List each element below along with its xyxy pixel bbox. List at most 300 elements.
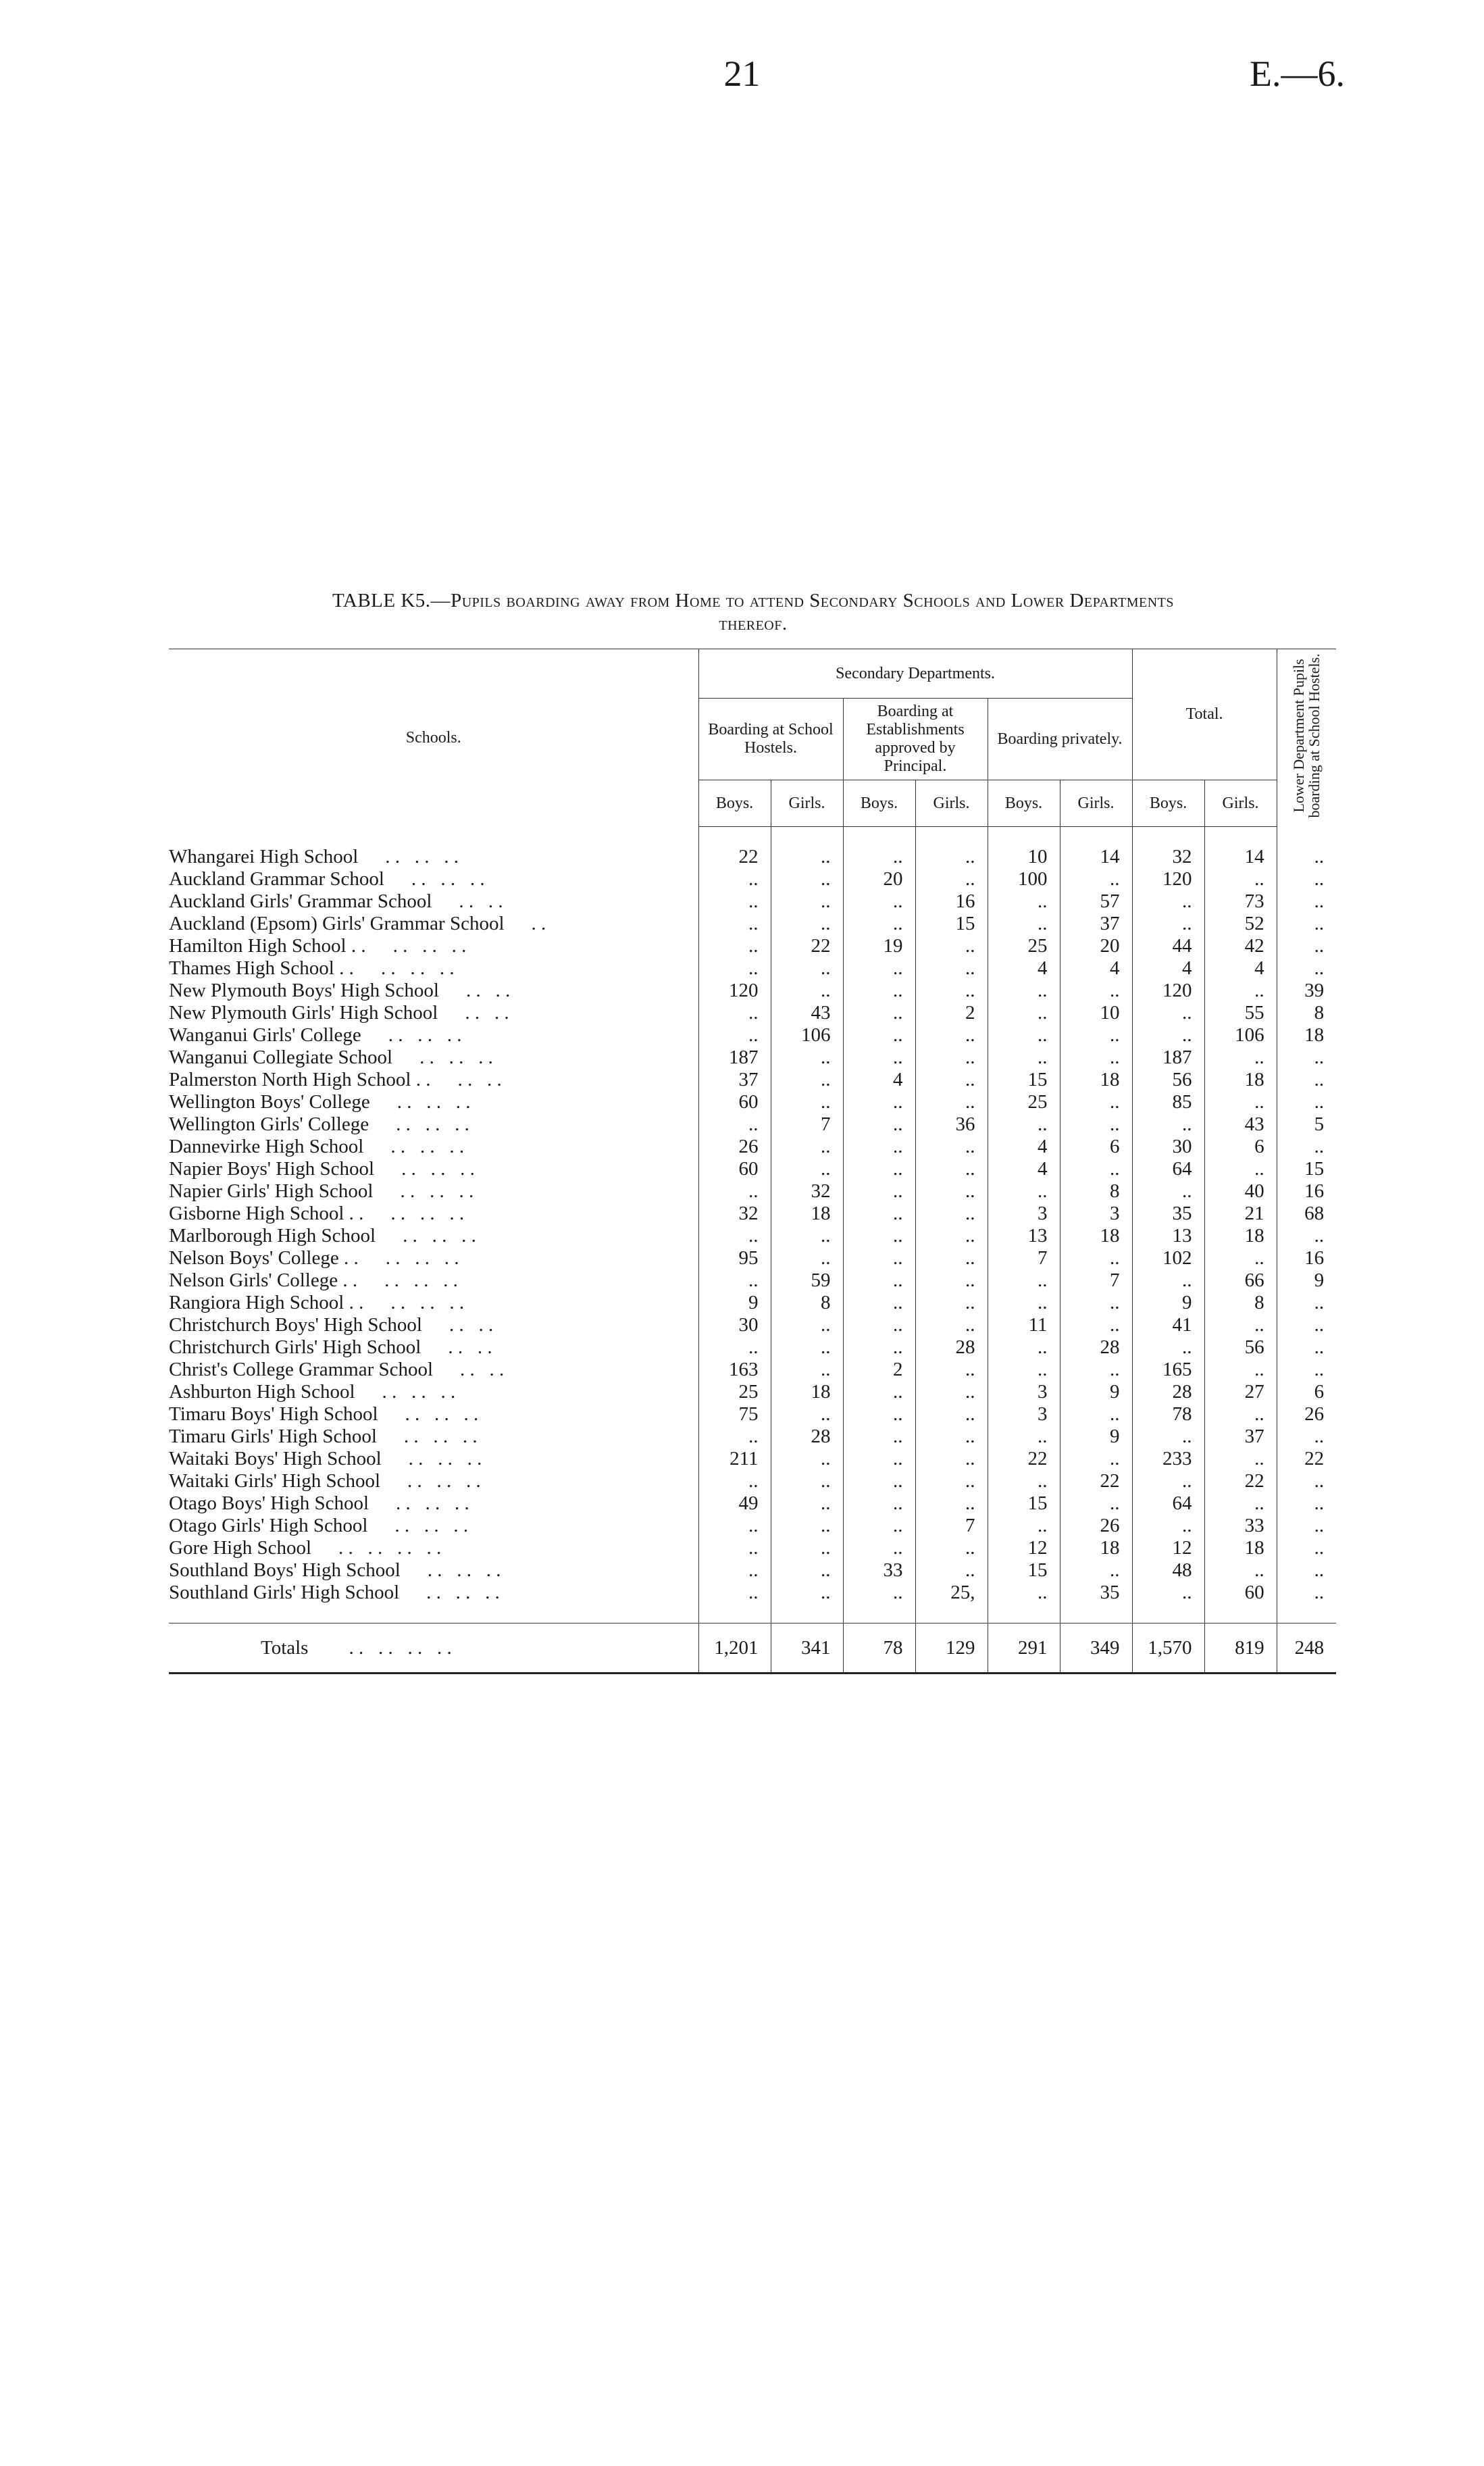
table-row bbox=[169, 1136, 1336, 1158]
spacer-cell bbox=[1204, 827, 1277, 847]
privately-boys-cell: 15 bbox=[988, 1069, 1060, 1091]
school-name-cell bbox=[169, 890, 698, 913]
lower-department-cell: .. bbox=[1277, 1359, 1336, 1381]
privately-girls-cell: .. bbox=[1060, 980, 1132, 1002]
establishments-boys-cell: .. bbox=[843, 890, 915, 913]
spacer-cell bbox=[1132, 1604, 1204, 1624]
leader-dots: . . . . . . bbox=[396, 1492, 469, 1514]
lower-department-cell: 26 bbox=[1277, 1403, 1336, 1426]
establishments-girls-cell: 28 bbox=[915, 1336, 988, 1359]
establishments-boys-cell: .. bbox=[843, 1492, 915, 1515]
school-name-cell bbox=[169, 1515, 698, 1537]
total-establishments-boys-cell: 78 bbox=[843, 1624, 915, 1674]
establishments-boys-cell: .. bbox=[843, 1269, 915, 1292]
total-header: Total. bbox=[1132, 649, 1277, 780]
spacer-cell bbox=[1132, 827, 1204, 847]
establishments-girls-cell: .. bbox=[915, 1024, 988, 1047]
privately-boys-cell: 12 bbox=[988, 1537, 1060, 1559]
hostels-boys-cell: .. bbox=[698, 1582, 771, 1604]
privately-girls-cell: .. bbox=[1060, 1492, 1132, 1515]
school-name: Waitaki Boys' High School bbox=[169, 1448, 382, 1469]
hostels-boys-cell: 26 bbox=[698, 1136, 771, 1158]
hostels-girls-cell: .. bbox=[771, 1492, 843, 1515]
school-name-cell bbox=[169, 1203, 698, 1225]
table-row bbox=[169, 846, 1336, 868]
privately-girls-cell: .. bbox=[1060, 1559, 1132, 1582]
spacer-cell bbox=[698, 1604, 771, 1624]
school-name-cell bbox=[169, 1403, 698, 1426]
total-girls-cell: 6 bbox=[1204, 1136, 1277, 1158]
leader-dots: . . . . . . bbox=[405, 1403, 479, 1425]
privately-girls-cell: .. bbox=[1060, 1047, 1132, 1069]
total-boys-cell: 28 bbox=[1132, 1381, 1204, 1403]
table-row bbox=[169, 1582, 1336, 1604]
school-name-cell bbox=[169, 1069, 698, 1091]
privately-boys-cell: .. bbox=[988, 1269, 1060, 1292]
table-title-line2: thereof. bbox=[719, 613, 788, 634]
leader-dots: . . . . . . bbox=[426, 1582, 500, 1603]
table-row bbox=[169, 1403, 1336, 1426]
total-girls-cell: 8 bbox=[1204, 1292, 1277, 1314]
privately-girls-cell: 22 bbox=[1060, 1470, 1132, 1492]
school-name-cell bbox=[169, 1359, 698, 1381]
total-girls-cell: 56 bbox=[1204, 1336, 1277, 1359]
table-title-prefix: TABLE K5.— bbox=[332, 590, 451, 611]
leader-dots: . . . . bbox=[457, 1069, 502, 1090]
privately-boys-cell: 25 bbox=[988, 1091, 1060, 1113]
privately-girls-header: Girls. bbox=[1060, 780, 1132, 827]
hostels-girls-header: Girls. bbox=[771, 780, 843, 827]
table-row bbox=[169, 1426, 1336, 1448]
leader-dots: . . . . bbox=[449, 1314, 494, 1336]
lower-department-cell: .. bbox=[1277, 1336, 1336, 1359]
privately-girls-cell: .. bbox=[1060, 1403, 1132, 1426]
hostels-boys-cell: .. bbox=[698, 1002, 771, 1024]
school-name: Thames High School . . bbox=[169, 957, 354, 979]
school-name: Palmerston North High School . . bbox=[169, 1069, 431, 1090]
table-row bbox=[169, 1113, 1336, 1136]
table-row bbox=[169, 1069, 1336, 1091]
total-girls-cell: 106 bbox=[1204, 1024, 1277, 1047]
lower-department-cell: .. bbox=[1277, 935, 1336, 957]
school-name: Gore High School bbox=[169, 1537, 312, 1559]
lower-department-cell: 18 bbox=[1277, 1024, 1336, 1047]
total-boys-cell: 41 bbox=[1132, 1314, 1204, 1336]
total-boys-header: Boys. bbox=[1132, 780, 1204, 827]
hostels-girls-cell: .. bbox=[771, 1470, 843, 1492]
lower-department-cell: .. bbox=[1277, 1515, 1336, 1537]
school-name-cell bbox=[169, 1381, 698, 1403]
hostels-girls-cell: 18 bbox=[771, 1381, 843, 1403]
table-row bbox=[169, 1448, 1336, 1470]
hostels-girls-cell: .. bbox=[771, 957, 843, 980]
privately-girls-cell: 18 bbox=[1060, 1069, 1132, 1091]
total-girls-cell: 21 bbox=[1204, 1203, 1277, 1225]
total-girls-cell: 14 bbox=[1204, 846, 1277, 868]
total-girls-cell: 42 bbox=[1204, 935, 1277, 957]
hostels-boys-cell: 32 bbox=[698, 1203, 771, 1225]
school-name-cell bbox=[169, 1047, 698, 1069]
table-row bbox=[169, 1091, 1336, 1113]
lower-department-cell: 16 bbox=[1277, 1180, 1336, 1203]
leader-dots: . . . . . . bbox=[396, 1113, 469, 1135]
lower-department-cell: .. bbox=[1277, 890, 1336, 913]
boarding-establishments-header: Boarding at Establishments approved by Principal. bbox=[843, 699, 988, 780]
lower-department-cell: .. bbox=[1277, 1047, 1336, 1069]
hostels-boys-cell: .. bbox=[698, 913, 771, 935]
establishments-girls-cell: .. bbox=[915, 1492, 988, 1515]
leader-dots: . . . . . . bbox=[385, 846, 459, 867]
establishments-boys-cell: .. bbox=[843, 1180, 915, 1203]
leader-dots: . . . . . . bbox=[384, 1269, 458, 1291]
hostels-girls-cell: 18 bbox=[771, 1203, 843, 1225]
school-name-cell bbox=[169, 1024, 698, 1047]
privately-girls-cell: .. bbox=[1060, 1247, 1132, 1269]
spacer-cell bbox=[988, 827, 1060, 847]
total-girls-cell: .. bbox=[1204, 1559, 1277, 1582]
total-boys-cell: 12 bbox=[1132, 1537, 1204, 1559]
boarding-hostels-header: Boarding at School Hostels. bbox=[698, 699, 843, 780]
privately-boys-cell: 4 bbox=[988, 1158, 1060, 1180]
privately-girls-cell: 20 bbox=[1060, 935, 1132, 957]
total-lower-department-cell: 248 bbox=[1277, 1624, 1336, 1674]
hostels-girls-cell: .. bbox=[771, 1158, 843, 1180]
total-boys-cell: 64 bbox=[1132, 1158, 1204, 1180]
total-boys-cell: 13 bbox=[1132, 1225, 1204, 1247]
table-row bbox=[169, 1024, 1336, 1047]
privately-boys-cell: .. bbox=[988, 1336, 1060, 1359]
total-boys-cell: .. bbox=[1132, 913, 1204, 935]
establishments-girls-cell: .. bbox=[915, 1381, 988, 1403]
school-name: Hamilton High School . . bbox=[169, 935, 366, 957]
leader-dots: . . . . . . bbox=[380, 957, 455, 979]
hostels-boys-cell: .. bbox=[698, 1470, 771, 1492]
table-row bbox=[169, 1381, 1336, 1403]
leader-dots: . . . . bbox=[459, 890, 503, 912]
total-boys-cell: 32 bbox=[1132, 846, 1204, 868]
school-name: Wellington Girls' College bbox=[169, 1113, 369, 1135]
lower-department-cell: 6 bbox=[1277, 1381, 1336, 1403]
leader-dots: . . . . . . bbox=[419, 1047, 493, 1068]
hostels-girls-cell: .. bbox=[771, 913, 843, 935]
privately-boys-cell: .. bbox=[988, 1180, 1060, 1203]
school-name: Auckland Grammar School bbox=[169, 868, 384, 890]
lower-department-cell: .. bbox=[1277, 1559, 1336, 1582]
spacer-row bbox=[169, 827, 1336, 847]
establishments-girls-cell: .. bbox=[915, 1269, 988, 1292]
spacer-cell bbox=[1060, 1604, 1132, 1624]
school-name-cell bbox=[169, 1113, 698, 1136]
total-girls-cell: .. bbox=[1204, 1047, 1277, 1069]
total-boys-cell: .. bbox=[1132, 1024, 1204, 1047]
school-name-cell bbox=[169, 913, 698, 935]
total-girls-cell: .. bbox=[1204, 1314, 1277, 1336]
school-name: Christchurch Girls' High School bbox=[169, 1336, 421, 1358]
establishments-girls-cell: .. bbox=[915, 1203, 988, 1225]
school-name-cell bbox=[169, 1158, 698, 1180]
total-girls-cell: .. bbox=[1204, 868, 1277, 890]
privately-boys-cell: 13 bbox=[988, 1225, 1060, 1247]
privately-boys-cell: .. bbox=[988, 1113, 1060, 1136]
total-boys-cell: 165 bbox=[1132, 1359, 1204, 1381]
school-name-cell bbox=[169, 1180, 698, 1203]
hostels-boys-cell: 49 bbox=[698, 1492, 771, 1515]
hostels-boys-cell: .. bbox=[698, 1426, 771, 1448]
school-name: Wanganui Collegiate School bbox=[169, 1047, 393, 1068]
totals-label-cell bbox=[169, 1624, 698, 1674]
establishments-girls-cell: .. bbox=[915, 1247, 988, 1269]
table-row bbox=[169, 1269, 1336, 1292]
total-boys-cell: .. bbox=[1132, 1113, 1204, 1136]
establishments-boys-cell: .. bbox=[843, 1470, 915, 1492]
total-boys-cell: .. bbox=[1132, 1582, 1204, 1604]
school-name-cell bbox=[169, 1492, 698, 1515]
school-name-cell bbox=[169, 1559, 698, 1582]
total-boys-cell: 56 bbox=[1132, 1069, 1204, 1091]
total-total-boys-cell: 1,570 bbox=[1132, 1624, 1204, 1674]
hostels-girls-cell: 22 bbox=[771, 935, 843, 957]
leader-dots: . . . . . . bbox=[390, 1292, 465, 1313]
privately-boys-cell: 100 bbox=[988, 868, 1060, 890]
school-name: Wellington Boys' College bbox=[169, 1091, 370, 1113]
lower-department-cell: 39 bbox=[1277, 980, 1336, 1002]
total-girls-cell: .. bbox=[1204, 1403, 1277, 1426]
privately-boys-cell: .. bbox=[988, 1024, 1060, 1047]
hostels-boys-cell: .. bbox=[698, 1225, 771, 1247]
hostels-girls-cell: .. bbox=[771, 1537, 843, 1559]
hostels-girls-cell: .. bbox=[771, 1582, 843, 1604]
school-name-cell bbox=[169, 1314, 698, 1336]
establishments-girls-cell: .. bbox=[915, 1047, 988, 1069]
school-name: New Plymouth Girls' High School bbox=[169, 1002, 438, 1024]
spacer-row bbox=[169, 1604, 1336, 1624]
table-body bbox=[169, 827, 1336, 1674]
total-boys-cell: .. bbox=[1132, 890, 1204, 913]
school-name-cell bbox=[169, 1247, 698, 1269]
privately-boys-cell: 3 bbox=[988, 1203, 1060, 1225]
hostels-boys-cell: .. bbox=[698, 1537, 771, 1559]
leader-dots: . . . . bbox=[460, 1359, 505, 1380]
privately-boys-cell: .. bbox=[988, 1470, 1060, 1492]
hostels-boys-header: Boys. bbox=[698, 780, 771, 827]
establishments-girls-cell: .. bbox=[915, 1426, 988, 1448]
establishments-girls-cell: .. bbox=[915, 980, 988, 1002]
establishments-girls-cell: 16 bbox=[915, 890, 988, 913]
leader-dots: . . . . . . bbox=[403, 1225, 476, 1247]
lower-department-cell: .. bbox=[1277, 1314, 1336, 1336]
lower-department-cell: .. bbox=[1277, 1091, 1336, 1113]
school-name: Otago Boys' High School bbox=[169, 1492, 369, 1514]
school-name: Wanganui Girls' College bbox=[169, 1024, 361, 1046]
school-name: Otago Girls' High School bbox=[169, 1515, 368, 1536]
total-boys-cell: .. bbox=[1132, 1269, 1204, 1292]
school-name: Nelson Boys' College . . bbox=[169, 1247, 359, 1269]
total-boys-cell: 35 bbox=[1132, 1203, 1204, 1225]
table-row bbox=[169, 957, 1336, 980]
total-boys-cell: .. bbox=[1132, 1180, 1204, 1203]
establishments-girls-cell: .. bbox=[915, 1292, 988, 1314]
school-name: Napier Girls' High School bbox=[169, 1180, 374, 1202]
establishments-girls-cell: .. bbox=[915, 1403, 988, 1426]
school-name-cell bbox=[169, 846, 698, 868]
total-girls-cell: 66 bbox=[1204, 1269, 1277, 1292]
boarding-privately-header: Boarding privately. bbox=[988, 699, 1132, 780]
lower-department-cell: .. bbox=[1277, 1492, 1336, 1515]
leader-dots: . . . . . . . . bbox=[349, 1637, 452, 1659]
school-name-cell bbox=[169, 980, 698, 1002]
establishments-girls-cell: .. bbox=[915, 1136, 988, 1158]
establishments-boys-cell: .. bbox=[843, 1314, 915, 1336]
privately-girls-cell: .. bbox=[1060, 1113, 1132, 1136]
privately-boys-cell: .. bbox=[988, 913, 1060, 935]
total-girls-header: Girls. bbox=[1204, 780, 1277, 827]
hostels-girls-cell: .. bbox=[771, 1225, 843, 1247]
lower-department-cell: .. bbox=[1277, 1225, 1336, 1247]
spacer-cell bbox=[169, 1604, 698, 1624]
lower-department-cell: .. bbox=[1277, 1292, 1336, 1314]
hostels-girls-cell: 43 bbox=[771, 1002, 843, 1024]
total-hostels-girls-cell: 341 bbox=[771, 1624, 843, 1674]
establishments-girls-cell: 25, bbox=[915, 1582, 988, 1604]
privately-girls-cell: 26 bbox=[1060, 1515, 1132, 1537]
leader-dots: . . . . . . bbox=[394, 1515, 469, 1536]
privately-girls-cell: 37 bbox=[1060, 913, 1132, 935]
table-row bbox=[169, 935, 1336, 957]
total-girls-cell: 73 bbox=[1204, 890, 1277, 913]
spacer-cell bbox=[698, 827, 771, 847]
privately-girls-cell: 35 bbox=[1060, 1582, 1132, 1604]
hostels-girls-cell: .. bbox=[771, 1336, 843, 1359]
establishments-boys-cell: .. bbox=[843, 1247, 915, 1269]
privately-girls-cell: 3 bbox=[1060, 1203, 1132, 1225]
table-row bbox=[169, 980, 1336, 1002]
hostels-boys-cell: .. bbox=[698, 935, 771, 957]
spacer-cell bbox=[988, 1604, 1060, 1624]
establishments-girls-cell: .. bbox=[915, 957, 988, 980]
school-name: New Plymouth Boys' High School bbox=[169, 980, 439, 1001]
establishments-boys-cell: .. bbox=[843, 1403, 915, 1426]
hostels-girls-cell: .. bbox=[771, 1515, 843, 1537]
hostels-girls-cell: 7 bbox=[771, 1113, 843, 1136]
hostels-girls-cell: .. bbox=[771, 1314, 843, 1336]
privately-girls-cell: 10 bbox=[1060, 1002, 1132, 1024]
privately-boys-cell: .. bbox=[988, 980, 1060, 1002]
table-row bbox=[169, 1515, 1336, 1537]
privately-boys-cell: 3 bbox=[988, 1381, 1060, 1403]
privately-boys-cell: 4 bbox=[988, 1136, 1060, 1158]
total-boys-cell: 120 bbox=[1132, 868, 1204, 890]
privately-boys-cell: .. bbox=[988, 1292, 1060, 1314]
school-name: Auckland Girls' Grammar School bbox=[169, 890, 432, 912]
table-row bbox=[169, 890, 1336, 913]
document-reference: E.—6. bbox=[1250, 53, 1345, 94]
table-row bbox=[169, 1359, 1336, 1381]
privately-girls-cell: .. bbox=[1060, 1314, 1132, 1336]
school-name: Auckland (Epsom) Girls' Grammar School bbox=[169, 913, 505, 934]
establishments-girls-cell: .. bbox=[915, 1158, 988, 1180]
hostels-girls-cell: .. bbox=[771, 1359, 843, 1381]
total-privately-boys-cell: 291 bbox=[988, 1624, 1060, 1674]
privately-girls-cell: 9 bbox=[1060, 1381, 1132, 1403]
lower-department-cell: .. bbox=[1277, 846, 1336, 868]
total-girls-cell: 33 bbox=[1204, 1515, 1277, 1537]
privately-girls-cell: 6 bbox=[1060, 1136, 1132, 1158]
privately-boys-cell: .. bbox=[988, 1002, 1060, 1024]
lower-department-cell: 15 bbox=[1277, 1158, 1336, 1180]
hostels-boys-cell: 120 bbox=[698, 980, 771, 1002]
establishments-girls-cell: .. bbox=[915, 1314, 988, 1336]
total-girls-cell: 18 bbox=[1204, 1225, 1277, 1247]
hostels-boys-cell: .. bbox=[698, 868, 771, 890]
leader-dots: . . . . . . bbox=[400, 1180, 474, 1202]
total-boys-cell: 44 bbox=[1132, 935, 1204, 957]
hostels-boys-cell: .. bbox=[698, 1515, 771, 1537]
privately-girls-cell: 28 bbox=[1060, 1336, 1132, 1359]
lower-department-header bbox=[1277, 649, 1336, 827]
hostels-boys-cell: .. bbox=[698, 1269, 771, 1292]
total-boys-cell: 187 bbox=[1132, 1047, 1204, 1069]
hostels-boys-cell: 25 bbox=[698, 1381, 771, 1403]
establishments-girls-cell: 2 bbox=[915, 1002, 988, 1024]
spacer-cell bbox=[1060, 827, 1132, 847]
table-title-main: Pupils boarding away from Home to attend Secondary Schools and Lower Departments bbox=[451, 590, 1174, 611]
establishments-boys-cell: .. bbox=[843, 1136, 915, 1158]
school-name: Gisborne High School . . bbox=[169, 1203, 364, 1224]
establishments-boys-cell: .. bbox=[843, 1336, 915, 1359]
hostels-girls-cell: 106 bbox=[771, 1024, 843, 1047]
total-boys-cell: 78 bbox=[1132, 1403, 1204, 1426]
school-name-cell bbox=[169, 1292, 698, 1314]
school-name: Nelson Girls' College . . bbox=[169, 1269, 358, 1291]
establishments-boys-cell: .. bbox=[843, 1582, 915, 1604]
school-name: Christ's College Grammar School bbox=[169, 1359, 434, 1380]
hostels-boys-cell: 60 bbox=[698, 1091, 771, 1113]
spacer-cell bbox=[771, 1604, 843, 1624]
school-name: Waitaki Girls' High School bbox=[169, 1470, 380, 1492]
spacer-cell bbox=[1277, 1604, 1336, 1624]
spacer-cell bbox=[915, 827, 988, 847]
school-name-cell bbox=[169, 1225, 698, 1247]
lower-department-cell: 9 bbox=[1277, 1269, 1336, 1292]
hostels-boys-cell: 95 bbox=[698, 1247, 771, 1269]
total-girls-cell: .. bbox=[1204, 1359, 1277, 1381]
privately-girls-cell: 4 bbox=[1060, 957, 1132, 980]
total-boys-cell: 4 bbox=[1132, 957, 1204, 980]
privately-girls-cell: 57 bbox=[1060, 890, 1132, 913]
school-name-cell bbox=[169, 868, 698, 890]
hostels-girls-cell: .. bbox=[771, 1136, 843, 1158]
table-header bbox=[169, 649, 1336, 827]
hostels-boys-cell: 187 bbox=[698, 1047, 771, 1069]
school-name-cell bbox=[169, 1537, 698, 1559]
spacer-cell bbox=[771, 827, 843, 847]
spacer-cell bbox=[1204, 1604, 1277, 1624]
leader-dots: . . . . . . bbox=[407, 1470, 481, 1492]
table-row bbox=[169, 1492, 1336, 1515]
establishments-boys-cell: .. bbox=[843, 1113, 915, 1136]
total-girls-cell: 22 bbox=[1204, 1470, 1277, 1492]
privately-girls-cell: 18 bbox=[1060, 1537, 1132, 1559]
establishments-boys-cell: .. bbox=[843, 1426, 915, 1448]
lower-department-cell: .. bbox=[1277, 1470, 1336, 1492]
establishments-girls-header: Girls. bbox=[915, 780, 988, 827]
privately-boys-cell: .. bbox=[988, 1359, 1060, 1381]
hostels-girls-cell: .. bbox=[771, 1247, 843, 1269]
establishments-boys-cell: .. bbox=[843, 980, 915, 1002]
school-name-cell bbox=[169, 1091, 698, 1113]
table-row bbox=[169, 1314, 1336, 1336]
total-boys-cell: 85 bbox=[1132, 1091, 1204, 1113]
